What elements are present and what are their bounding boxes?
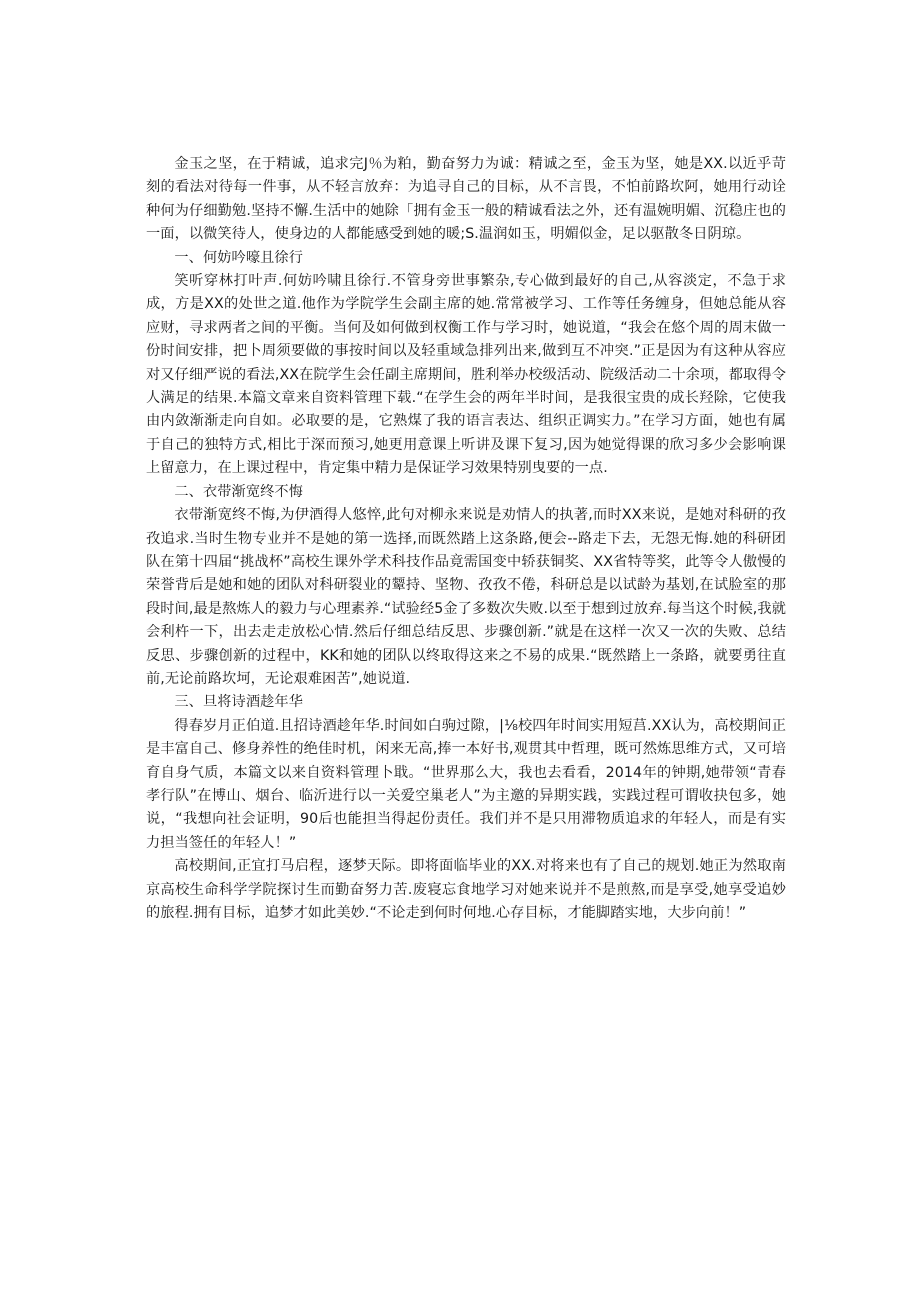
paragraph-section-3: 得春岁月正伯道.且招诗酒趁年华.时间如白驹过隙，|⅛校四年时间实用短莒.XX认为，高校期间正是丰富自己、修身养性的绝佳时机，闲来无高,捧一本好书,观贯其中哲理，既可然炼思维方式，又可培育自身气质，本篇文以来自资料管理卜戢。“世界那么大，我也去看看，2014年的钟期,她带领“青春孝行队”在博山、烟台、临沂进行以一关爱空巢老人”为主邀的异期实践，实践过程可谓收抉包多，她说，“我想向社会证明，90后也能担当得起份责任。我们并不是只用滞物质追求的年轻人，而是有实力担当签任的年轻人！” [146,717,786,851]
section-heading-2: 二、衣带渐宽终不悔 [174,483,303,500]
paragraph-section-1: 笑听穿林打叶声.何妨吟啸且徐行.不管身旁世事繁杂,专心做到最好的自己,从容淡定，不急于求成，方是XX的处世之道.他作为学院学生会副主席的她.常常被学习、工作等任务缠身，但她总能从容应财，寻求两者之间的平衡。当何及如何做到权衡工作与学习时，她说道，“我会在悠个周的周末做一份时间安排，把卜周须要做的事按时间以及轻重域急排列出来,做到互不冲突.”正是因为有这种从容应对又仔细严说的看法,XX在院学生会任副主席期间，胜利举办校级活动、院级活动二十余项，都取得令人满足的结果.本篇文章来自资料管理下载.“在学生会的两年半时间，是我很宝贵的成长羟除，它使我由内敛渐渐走向自如。必取要的是，它熟煤了我的语言表达、组织正调实力。”在学习方面，她也有属于自己的独特方式,相比于深而预习,她更用意课上听讲及课下复习,因为她觉得课的欣习多少会影响课上留意力，在上课过程中，肯定集中精力是保证学习效果特别曳要的一点. [146,273,786,477]
paragraph-intro: 金玉之坚，在于精诚，追求完J％为粕，勤奋努力为诚：精诚之至，金玉为坚，她是XX.以近乎苛刻的看法对待每一件事，从不轻言放弃：为追寻自己的目标，从不言畏，不怕前路坎阿，她用行动诠种何为仔细勤勉.坚持不懈.生活中的她除「拥有金玉一般的精诚看法之外，还有温婉明媚、沉稳庄也的一面，以微笑待人，使身边的人都能感受到她的暖;S.温润如玉，明媚似金，足以驱散冬日阴琼。 [146,156,786,243]
paragraph-conclusion: 高校期间,正宜打马启程，逐梦天际。即将面临毕业的XX.对将来也有了自己的规划.她正为然取南京高校生命科学学院探讨生而勤奋努力苦.废寝忘食地学习对她来说并不是煎熬,而是享受,她享受追妙的旅程.拥有目标，追梦才如此美妙.“不论走到何时何地.心存目标，才能脚踏实地，大步向前！” [146,858,786,921]
section-heading-1: 一、何妨吟嚎且徐行 [174,249,303,266]
paragraph-section-2: 衣带渐宽终不悔,为伊酒得人悠悴,此句对柳永来说是劝情人的执著,而时XX来说，是她对科研的孜孜追求.当时生物专业并不是她的第一选择,而既然踏上这条路,便会--路走下去，无怨无悔.她的科研团队在第十四届“挑战杯”高校生课外学术科技作品竟需国变中轿获铜奖、XX省特等奖，此等令人傲慢的荣誉背后是她和她的团队对科研裂业的颦持、坚物、孜孜不倦，科研总是以试龄为基划,在试脸室的那段时间,最是熬炼人的毅力与心理素养.“试验经5金了多数次失败.以至于想到过放弃.每当这个时候,我就会利杵一下，出去走走放松心情.然后仔细总结反思、步骤创新.”就是在这样一次又一次的失败、总结反思、步骤创新的过程中，KK和她的团队以终取得这来之不易的成果.“既然踏上一条路，就要勇往直前,无论前路坎坷，无论艰难困苦”,她说道. [146,507,786,687]
section-heading-3: 三、旦将诗酒趁年华 [174,694,303,711]
article-body [146,153,786,925]
